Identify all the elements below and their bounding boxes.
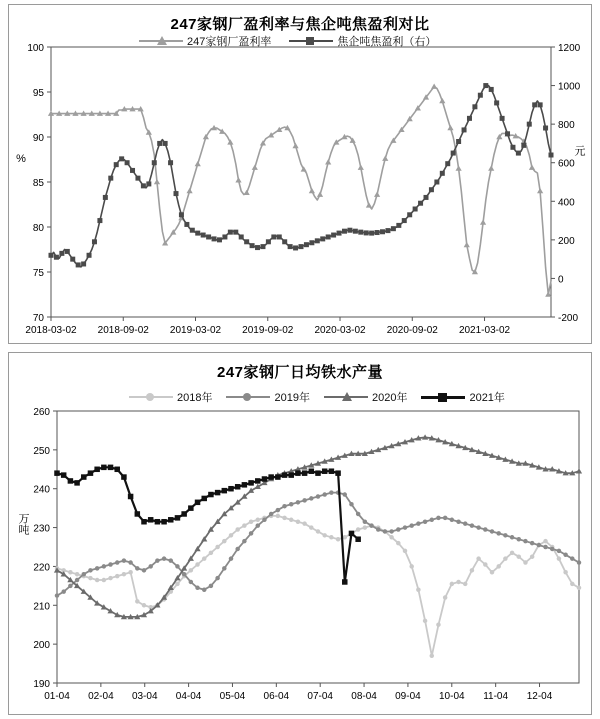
chart-svg-bottom: [9, 353, 593, 716]
svg-text:09-04: 09-04: [395, 691, 421, 702]
svg-text:2018-03-02: 2018-03-02: [25, 325, 77, 336]
svg-text:11-04: 11-04: [483, 691, 509, 702]
chart-plot-bottom: [9, 353, 593, 716]
svg-text:240: 240: [33, 484, 50, 496]
svg-text:01-04: 01-04: [44, 691, 70, 702]
svg-text:05-04: 05-04: [219, 691, 246, 702]
chart-title-top: 247家钢厂盈利率与焦企吨焦盈利对比: [170, 16, 430, 33]
svg-text:190: 190: [33, 679, 50, 690]
svg-text:100: 100: [27, 43, 44, 54]
svg-text:220: 220: [33, 562, 50, 574]
svg-text:2020-09-02: 2020-09-02: [386, 325, 438, 336]
chart-panel-profitability: [8, 4, 592, 344]
svg-text:06-04: 06-04: [263, 691, 290, 702]
legend-label: 2020年: [371, 392, 408, 404]
svg-text:260: 260: [33, 407, 50, 418]
svg-text:210: 210: [33, 601, 50, 613]
svg-text:200: 200: [558, 235, 575, 247]
legend-label: 2019年: [274, 392, 310, 404]
svg-text:400: 400: [558, 197, 575, 209]
svg-text:85: 85: [32, 178, 44, 189]
legend-label: 2018年: [177, 392, 213, 404]
svg-text:2019-09-02: 2019-09-02: [242, 325, 294, 336]
svg-text:70: 70: [32, 313, 44, 324]
svg-text:200: 200: [33, 640, 50, 652]
svg-text:-200: -200: [558, 313, 579, 324]
svg-text:600: 600: [558, 158, 575, 170]
svg-text:0: 0: [558, 274, 564, 286]
chart-panel-hot-metal: [8, 352, 592, 715]
legend-label: 247家钢厂盈利率: [187, 36, 272, 48]
y-axis-label-bottom: 万吨: [17, 513, 29, 535]
svg-text:80: 80: [32, 223, 44, 234]
svg-text:2019-03-02: 2019-03-02: [169, 325, 222, 336]
svg-text:1200: 1200: [558, 43, 581, 54]
svg-text:04-04: 04-04: [175, 691, 202, 702]
y-axis-label-right-top: 元: [573, 145, 585, 156]
svg-text:800: 800: [558, 120, 575, 132]
chart-title-bottom: 247家钢厂日均铁水产量: [216, 364, 384, 381]
svg-text:08-04: 08-04: [351, 691, 377, 702]
chart-plot-top: [9, 5, 593, 345]
svg-text:2018-09-02: 2018-09-02: [97, 325, 149, 336]
svg-text:75: 75: [32, 268, 44, 279]
svg-text:02-04: 02-04: [88, 691, 114, 702]
svg-text:90: 90: [32, 133, 44, 144]
svg-text:250: 250: [33, 445, 50, 457]
y-axis-label-left-top: %: [15, 153, 27, 165]
svg-text:2021-03-02: 2021-03-02: [458, 325, 511, 336]
svg-text:03-04: 03-04: [131, 691, 158, 702]
svg-text:1000: 1000: [558, 81, 581, 93]
legend-label: 焦企吨焦盈利（右）: [337, 36, 437, 48]
svg-text:12-04: 12-04: [526, 691, 553, 702]
svg-text:95: 95: [32, 88, 44, 99]
chart-svg-top: [9, 5, 593, 345]
svg-text:10-04: 10-04: [439, 691, 465, 702]
svg-text:07-04: 07-04: [307, 691, 333, 702]
legend-label: 2021年: [469, 392, 505, 404]
svg-text:2020-03-02: 2020-03-02: [314, 325, 366, 336]
svg-text:230: 230: [33, 523, 50, 535]
